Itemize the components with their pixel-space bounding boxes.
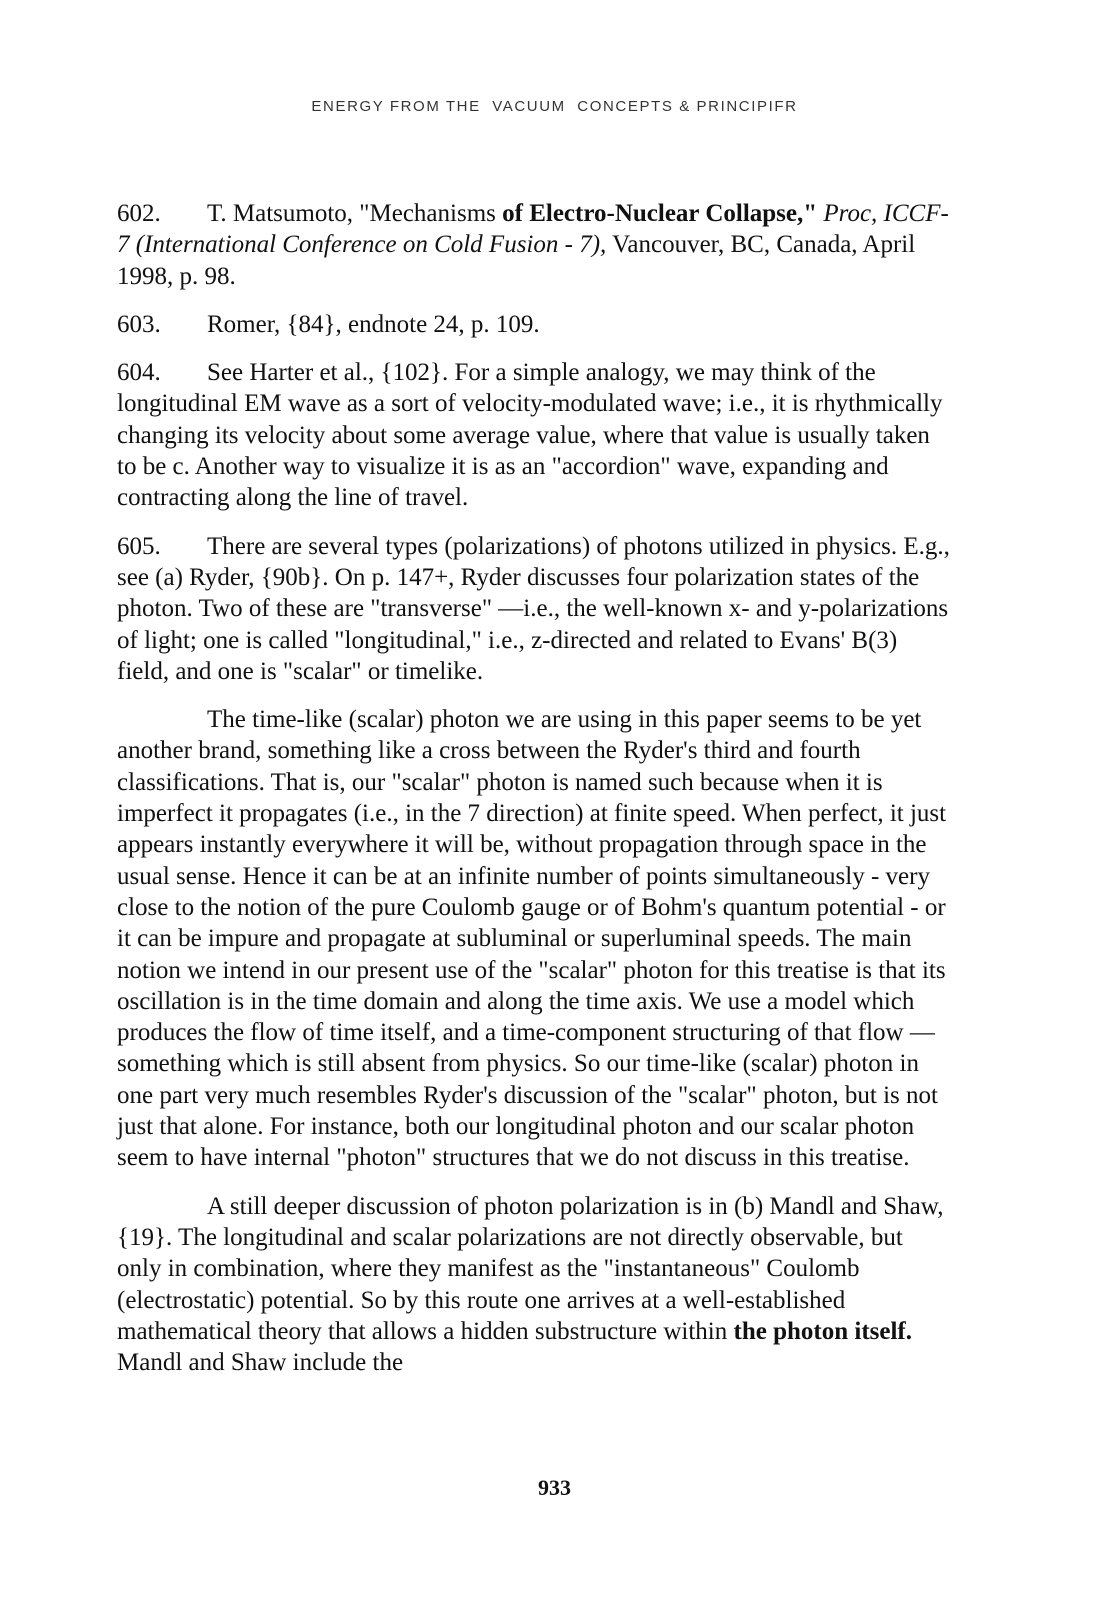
paragraph-scalar-photon: The time-like (scalar) photon we are using in this paper seems to be yet another brand, something like a cross between the Ryder's third and fourth classifications. That is, our "scalar" photon is named such because when it is imperfect it propagates (i.e., in the 7 direction) at finite speed. When perfect, it just appears instantly everywhere it will be, without propagation through space in the usual sense. Hence it can be at an infinite number of points simultaneously - very close to the notion of the pure Coulomb gauge or of Bohm's quantum potential - or it can be impure and propagate at subluminal or superluminal speeds. The main notion we intend in our present use of the "scalar" photon for this treatise is that its oscillation is in the time domain and along the time axis. We use a model which produces the flow of time itself, and a time-component structuring of that flow — something which is still absent from physics. So our time-like (scalar) photon in one part very much resembles Ryder's discussion of the "scalar" photon, but is not just that alone. For instance, both our longitudinal photon and our scalar photon seem to have internal "photon" structures that we do not discuss in this treatise. [117, 706, 947, 1172]
endnote-title-bold: of Electro-Nuclear Collapse," [502, 200, 818, 227]
endnote-text-tail: Vancouver, BC, Canada, April 1998, p. 98. [117, 231, 916, 290]
endnote-number: 603. [117, 310, 161, 338]
endnote-603 [117, 309, 952, 340]
endnote-602 [117, 198, 952, 292]
endnote-605 [117, 531, 952, 687]
endnote-number: 605. [117, 532, 161, 560]
paragraph-text-tail: Mandl and Shaw include the [117, 1349, 404, 1377]
running-header: ENERGY FROM THE VACUUM CONCEPTS & PRINCIPIFR [311, 98, 798, 115]
page-number: 933 [538, 1475, 571, 1500]
endnote-text: T. Matsumoto, "Mechanisms [207, 200, 503, 227]
paragraph-text: A still deeper discussion of photon polarization is in (b) Mandl and Shaw, {19}. The longitudinal and scalar polarizations are not directly observable, but only in combination, where they manifest as the "instantaneous" Coulomb (electrostatic) potential. So by this route one arrives at a well-established mathematical theory that allows a hidden substructure within [117, 1192, 944, 1345]
endnote-text: Romer, {84}, endnote 24, p. 109. [207, 310, 540, 338]
endnote-source-italic: Proc, ICCF-7 (International Conference on Cold Fusion - 7), [117, 200, 949, 259]
endnote-text: There are several types (polarizations) of photons utilized in physics. E.g., see (a) Ryder, {90b}. On p. 147+, Ryder discusses four polarization states of the photon. Two of these are "transverse" —i.e., the well-known x- and y-polarizations of light; one is called "longitudinal," i.e., z-directed and related to Evans' B(3) field, and one is "scalar" or timelike. [117, 532, 950, 685]
endnote-number: 604. [117, 359, 161, 387]
paragraph-bold-phrase: the photon itself. [733, 1317, 912, 1345]
endnote-number: 602. [117, 200, 161, 227]
endnotes-body [117, 198, 952, 1395]
paragraph-mandl-shaw [117, 1191, 952, 1379]
endnote-text: See Harter et al., {102}. For a simple analogy, we may think of the longitudinal EM wave as a sort of velocity-modulated wave; i.e., it is rhythmically changing its velocity about some average value, where that value is usually taken to be c. Another way to visualize it is as an "accordion" wave, expanding and contracting along the line of travel. [117, 359, 943, 512]
endnote-604 [117, 357, 952, 513]
